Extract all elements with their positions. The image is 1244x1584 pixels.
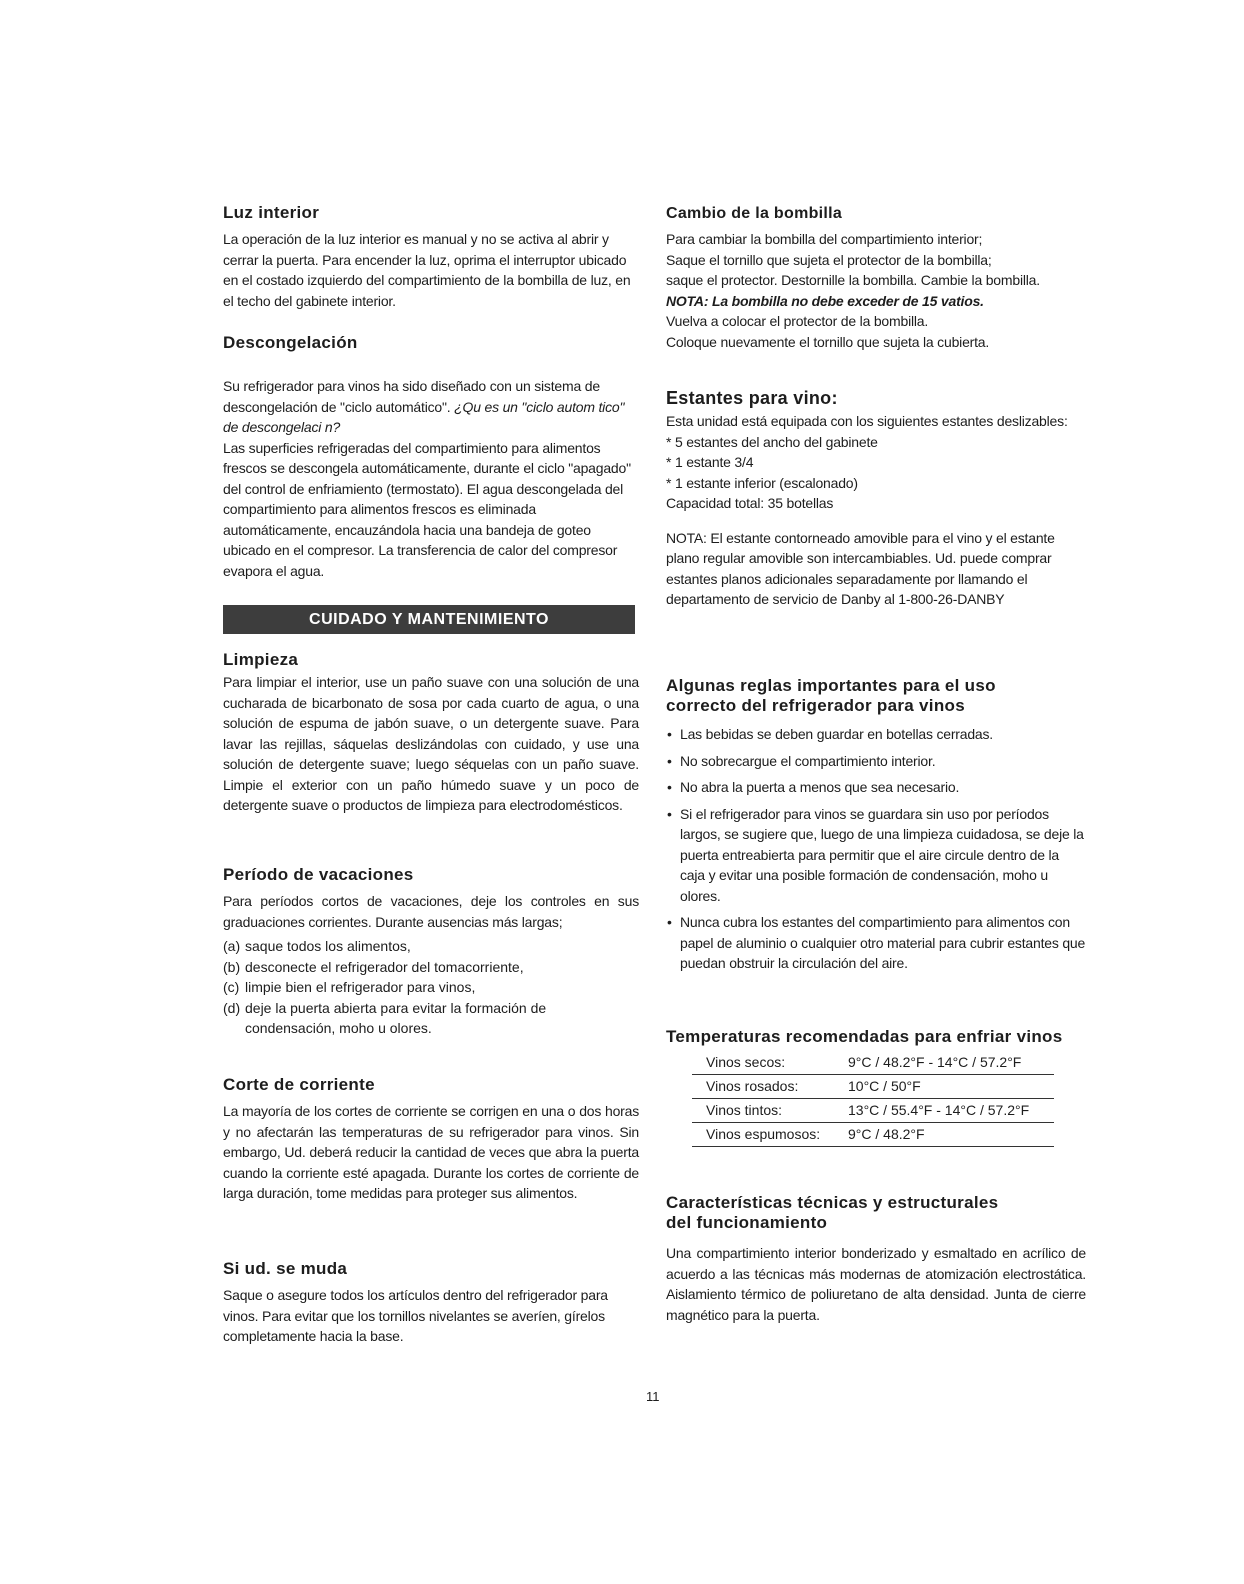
caracteristicas-body: Una compartimiento interior bonderizado y esmaltado en acrílico de acuerdo a las técnicas más modernas de atomización electrostática. Aislamiento térmico de poliuretano de alta densidad. Junta de cierre magnético para la puerta.: [666, 1245, 1086, 1323]
vacaciones-body: Para períodos cortos de vacaciones, deje los controles en sus graduaciones corrientes. Durante ausencias más largas;: [223, 893, 639, 930]
table-cell: Vinos rosados:: [706, 1078, 799, 1094]
bullet-icon: •: [667, 914, 672, 930]
heading-estantes: Estantes para vino:: [666, 388, 838, 408]
heading-mudanza: Si ud. se muda: [223, 1259, 348, 1278]
item-text: Nunca cubra los estantes del compartimiento para alimentos con papel de aluminio o cualquier otro material para cubrir estantes que puedan obstruir la circulación del aire.: [680, 914, 1086, 971]
section-estantes: [666, 388, 1086, 610]
section-banner: CUIDADO Y MANTENIMIENTO: [223, 605, 635, 634]
bombilla-line5: Coloque nuevamente el tornillo que sujeta la cubierta.: [666, 333, 990, 350]
bombilla-line1: Para cambiar la bombilla del compartimiento interior;: [666, 231, 983, 247]
table-row: [692, 1123, 1054, 1147]
vacaciones-list: [223, 936, 639, 1039]
section-caracteristicas: [666, 1193, 1086, 1325]
section-vacaciones: [223, 865, 639, 1039]
descongelacion-body1: Su refrigerador para vinos ha sido diseñado con un sistema de descongelación de "ciclo automático".: [223, 378, 600, 415]
heading-limpieza: Limpieza: [223, 650, 299, 669]
item-text: desconecte el refrigerador del tomacorriente,: [245, 958, 524, 975]
luz-interior-body: La operación de la luz interior es manual y no se activa al abrir y cerrar la puerta. Para encender la luz, oprima el interruptor ubicado en el costado izquierdo del compartimiento de la bombilla de luz, en el techo del gabinete interior.: [223, 231, 631, 309]
bombilla-line4: Vuelva a colocar el protector de la bombilla.: [666, 313, 929, 329]
bombilla-nota: NOTA: La bombilla no debe exceder de 15 vatios.: [666, 292, 984, 309]
heading-caracteristicas-1: Características técnicas y estructurales: [666, 1193, 999, 1212]
descongelacion-content: [223, 376, 639, 581]
item-text: No abra la puerta a menos que sea necesario.: [680, 779, 960, 795]
estantes-intro: Esta unidad está equipada con los siguientes estantes deslizables:: [666, 413, 1068, 429]
table-row: [692, 1075, 1054, 1099]
heading-temperaturas: Temperaturas recomendadas para enfriar vinos: [666, 1027, 1063, 1046]
estantes-item: * 1 estante 3/4: [666, 454, 754, 470]
item-key: (c): [223, 979, 240, 995]
estantes-item: * 5 estantes del ancho del gabinete: [666, 433, 878, 450]
heading-vacaciones: Período de vacaciones: [223, 865, 414, 884]
section-temperaturas: [666, 1027, 1086, 1147]
table-cell: Vinos tintos:: [706, 1102, 783, 1118]
section-bombilla: [666, 205, 1086, 352]
table-row: [692, 1099, 1054, 1123]
list-item: [223, 936, 639, 957]
section-luz-interior: [223, 203, 639, 311]
limpieza-body: Para limpiar el interior, use un paño suave con una solución de una cucharada de bicarbonato de sosa por cada cuarto de agua, o una solución de espuma de jabón suave, o un detergente suave. Para lavar las rejillas, sáquelas deslizándolas con cuidado, y use una solución de detergente suave; luego séquelas con un paño suave. Limpie el exterior con un paño húmedo suave y un poco de detergente suave o productos de limpieza para electrodomésticos.: [223, 674, 639, 813]
heading-corte-corriente: Corte de corriente: [223, 1075, 375, 1094]
list-item: [666, 724, 1086, 745]
item-text: Si el refrigerador para vinos se guardara sin uso por períodos largos, se sugiere que, luego de una limpieza cuidadosa, se deje la puerta entreabierta para permitir que el aire circule dentro de la caja y evitar una posible formación de condensación, moho u olores.: [680, 805, 1084, 904]
table-cell: 9°C / 48.2°F - 14°C / 57.2°F: [848, 1054, 1022, 1070]
bullet-icon: •: [667, 779, 672, 795]
heading-caracteristicas-2: del funcionamiento: [666, 1213, 828, 1232]
list-item: [223, 998, 639, 1039]
table-cell: Vinos secos:: [706, 1054, 786, 1070]
item-key: (d): [223, 999, 241, 1016]
table-cell: 13°C / 55.4°F - 14°C / 57.2°F: [848, 1102, 1030, 1118]
list-item: [666, 804, 1086, 907]
corte-corriente-body: La mayoría de los cortes de corriente se corrigen en una o dos horas y no afectarán las temperaturas de su refrigerador para vinos. Sin embargo, Ud. deberá reducir la cantidad de veces que abra la puerta cuando la corriente esté apagada. Durante los cortes de corriente de larga duración, tome medidas para proteger sus alimentos.: [223, 1103, 639, 1201]
table-cell: 10°C / 50°F: [848, 1078, 921, 1094]
section-reglas: [666, 676, 1086, 980]
section-corte-corriente: [223, 1075, 639, 1204]
table-cell: 9°C / 48.2°F: [848, 1126, 925, 1142]
heading-descongelacion: Descongelación: [223, 333, 358, 352]
estantes-nota: NOTA: El estante contorneado amovible para el vino y el estante plano regular amovible son intercambiables. Ud. puede comprar estantes planos adicionales separadamente por llamando el departamento de servicio de Danby al 1-800-26-DANBY: [666, 529, 1055, 607]
item-text: saque todos los alimentos,: [245, 938, 411, 954]
estantes-capacidad: Capacidad total: 35 botellas: [666, 495, 834, 511]
item-key: (a): [223, 938, 241, 954]
section-mudanza: [223, 1259, 639, 1347]
bullet-icon: •: [667, 805, 672, 822]
heading-luz-interior: Luz interior: [223, 203, 320, 222]
descongelacion-body2: Las superficies refrigeradas del compartimiento para alimentos frescos se descongela automáticamente, durante el ciclo "apagado" del control de enfriamiento (termostato). El agua descongelada del compartimiento para alimentos frescos es eliminada automáticamente, encauzándola hacia una bandeja de goteo ubicado en el compresor. La transferencia de calor del compresor evapora el agua.: [223, 439, 631, 579]
bombilla-line2: Saque el tornillo que sujeta el protector de la bombilla;: [666, 251, 992, 268]
table-cell: Vinos espumosos:: [706, 1126, 821, 1142]
heading-bombilla: Cambio de la bombilla: [666, 205, 843, 222]
section-limpieza: [223, 650, 639, 816]
item-text: No sobrecargue el compartimiento interior.: [680, 752, 936, 769]
bullet-icon: •: [667, 726, 672, 742]
table-row: [692, 1051, 1054, 1075]
heading-reglas-2: correcto del refrigerador para vinos: [666, 696, 965, 715]
temperaturas-table: [692, 1051, 1054, 1147]
item-key: (b): [223, 958, 241, 975]
item-text: limpie bien el refrigerador para vinos,: [245, 979, 476, 995]
reglas-list: [666, 724, 1086, 974]
section-descongelacion: [223, 333, 639, 359]
list-item: [223, 957, 639, 978]
item-text: deje la puerta abierta para evitar la formación de condensación, moho u olores.: [245, 999, 547, 1036]
item-text: Las bebidas se deben guardar en botellas cerradas.: [680, 726, 993, 742]
estantes-item: * 1 estante inferior (escalonado): [666, 474, 858, 491]
mudanza-body: Saque o asegure todos los artículos dentro del refrigerador para vinos. Para evitar que los tornillos nivelantes se averíen, gírelos completamente hacia la base.: [223, 1287, 608, 1344]
list-item: [666, 751, 1086, 772]
descongelacion-question: ¿Qu es un "ciclo autom tico" de descongelaci n?: [223, 398, 625, 435]
list-item: [666, 777, 1086, 798]
bombilla-line3: saque el protector. Destornille la bombilla. Cambie la bombilla.: [666, 272, 1040, 288]
descongelacion-para1: [223, 376, 639, 438]
bullet-icon: •: [667, 752, 672, 769]
list-item: [223, 977, 639, 998]
heading-reglas-1: Algunas reglas importantes para el uso: [666, 676, 996, 695]
page-number: 11: [646, 1389, 660, 1404]
list-item: [666, 912, 1086, 974]
